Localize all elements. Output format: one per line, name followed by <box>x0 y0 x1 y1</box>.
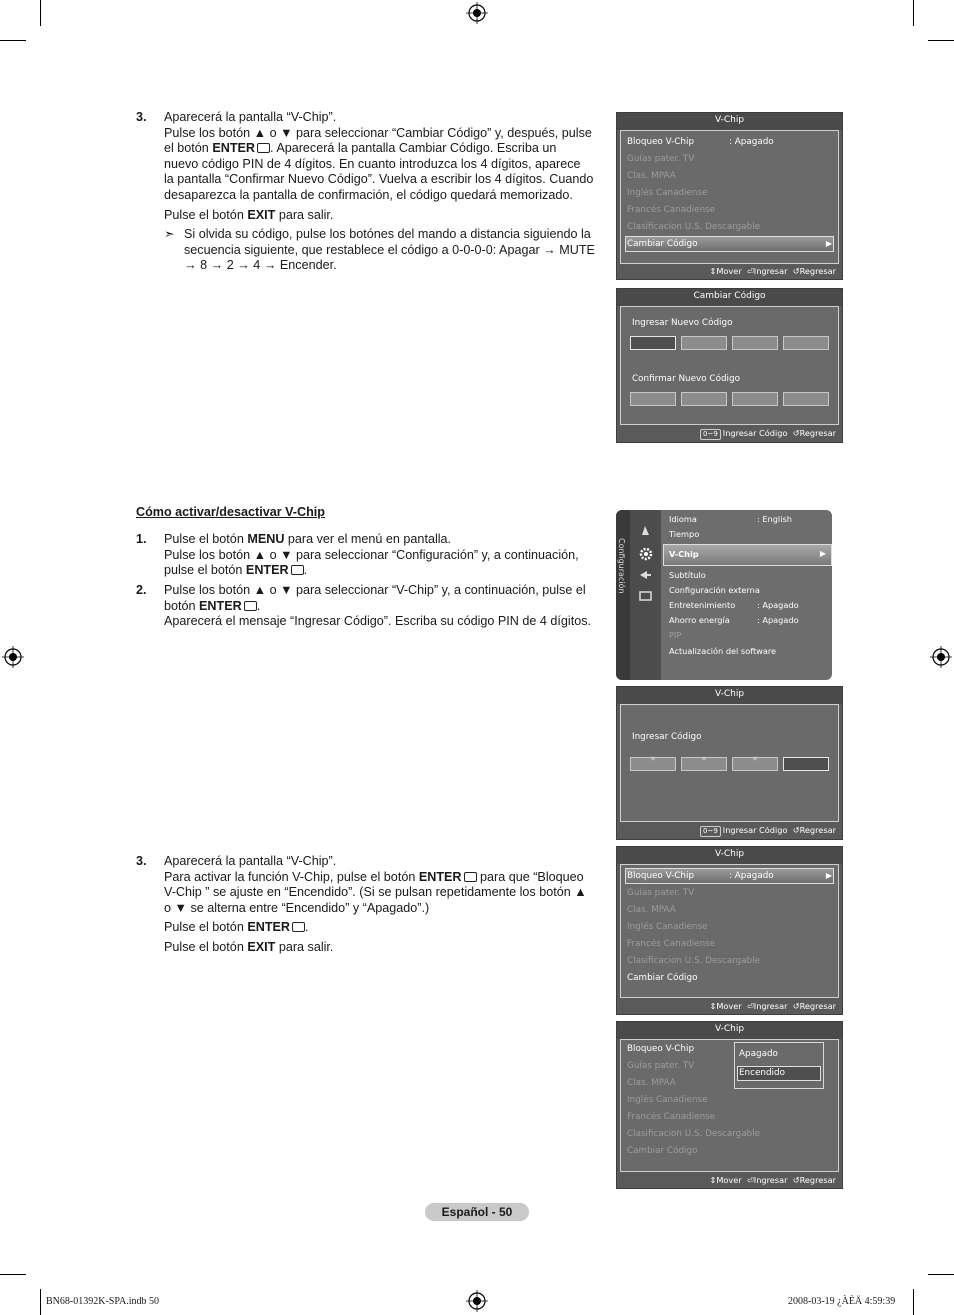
updown-icon: ⇕ <box>709 1001 717 1011</box>
step-number: 2. <box>136 583 147 597</box>
menu-item-tiempo[interactable]: Tiempo <box>669 529 700 539</box>
vchip-screen-1 <box>616 112 843 280</box>
menu-item-cambiar: Cambiar Código <box>627 1146 698 1156</box>
menu-item-entretenimiento[interactable]: Entretenimiento <box>669 600 736 610</box>
menu-item-frances: Francés Canadiense <box>627 939 716 949</box>
code-digit-box[interactable] <box>681 336 727 350</box>
confirm-code-label: Confirmar Nuevo Código <box>632 374 740 384</box>
hint-enter: Ingresar Código <box>722 428 788 438</box>
menu-item-frances: Francés Canadiense <box>627 1112 716 1122</box>
code-digit-box[interactable] <box>630 336 676 350</box>
registration-mark-icon <box>2 646 24 668</box>
crop-mark <box>913 0 914 26</box>
text: Para activar la función V-Chip, pulse el botón <box>164 869 419 884</box>
step-line: Pulse los botón ▲ o ▼ para seleccionar “Cambiar Código” y, después, pulse <box>164 125 592 140</box>
step-line <box>164 141 609 157</box>
exit-key-label: EXIT <box>247 939 276 954</box>
text: para ver el menú en pantalla. <box>284 532 452 546</box>
menu-item-ingles: Inglés Canadiense <box>627 922 708 932</box>
side-label: Configuración <box>617 538 626 594</box>
note-text <box>184 227 609 274</box>
menu-side-strip <box>616 510 630 680</box>
code-digit-box[interactable] <box>783 757 829 771</box>
menu-item-vchip[interactable]: V-Chip <box>669 549 699 559</box>
step3b-text <box>164 854 609 956</box>
step2-text <box>164 583 609 630</box>
screen-title: Cambiar Código <box>617 289 842 306</box>
hint-enter: Ingresar Código <box>722 825 788 835</box>
text: para salir. <box>275 939 334 954</box>
gear-icon[interactable] <box>638 546 654 562</box>
footer-hints <box>700 427 836 440</box>
picture-icon[interactable] <box>639 524 652 537</box>
new-code-label: Ingresar Nuevo Código <box>632 318 733 328</box>
step-line <box>164 599 609 615</box>
return-icon: ↺ <box>792 1175 800 1185</box>
return-icon: ↺ <box>792 428 800 438</box>
menu-item-ingles: Inglés Canadiense <box>627 1095 708 1105</box>
option-apagado[interactable]: Apagado <box>739 1049 778 1059</box>
application-icon[interactable] <box>639 591 652 601</box>
enter-icon: ⏎ <box>746 1175 754 1185</box>
number-keys-icon: 0~9 <box>700 429 721 440</box>
step-line <box>164 563 609 579</box>
step-line: desaparezca la pantalla de confirmación, el código quedará memorizado. <box>164 187 573 202</box>
number-keys-icon: 0~9 <box>700 826 721 837</box>
hint-return: Regresar <box>799 1001 836 1011</box>
hint-move: Mover <box>716 1001 742 1011</box>
menu-item-mpaa: Clas. MPAA <box>627 171 676 181</box>
enter-icon: ⏎ <box>746 266 754 276</box>
text: . Aparecerá la pantalla Cambiar Código. Escriba un <box>270 141 557 156</box>
screen-title: V-Chip <box>617 113 842 130</box>
menu-panel <box>620 864 839 998</box>
text: el botón <box>164 141 213 156</box>
hint-return: Regresar <box>799 266 836 276</box>
step-line <box>164 940 609 956</box>
step-number: 3. <box>136 854 147 868</box>
menu-item-cambiar[interactable]: Cambiar Código <box>627 239 698 249</box>
enter-key-label: ENTER <box>212 141 256 156</box>
hint-move: Mover <box>716 266 742 276</box>
menu-item-subtitulo[interactable]: Subtítulo <box>669 570 706 580</box>
text: Pulse el botón <box>164 939 248 954</box>
enter-icon <box>291 565 304 575</box>
crop-mark <box>40 0 41 26</box>
step-line: V-Chip ” se ajuste en “Encendido”. (Si se pulsan repetidamente los botón ▲ <box>164 885 587 900</box>
text: pulse el botón <box>164 563 246 578</box>
code-digit-box[interactable] <box>681 757 727 771</box>
text: para salir. <box>275 207 334 222</box>
footer-hints <box>709 1174 836 1186</box>
footer-hints <box>700 824 836 837</box>
crop-mark <box>0 1274 26 1275</box>
crop-mark <box>928 40 954 41</box>
text: Pulse el botón <box>164 207 248 222</box>
enter-key-label: ENTER <box>247 920 291 935</box>
arrow-right-icon: ▶ <box>825 239 832 248</box>
enter-icon <box>292 922 305 932</box>
confirm-digit-box[interactable] <box>732 392 778 406</box>
code-digit-box[interactable] <box>630 757 676 771</box>
menu-key-label: MENU <box>247 532 285 546</box>
code-digit-box[interactable] <box>783 336 829 350</box>
menu-panel <box>620 130 839 264</box>
menu-item-idioma[interactable]: Idioma <box>669 514 697 524</box>
bloqueo-value: : Apagado <box>729 137 774 147</box>
step-line: Aparecerá el mensaje “Ingresar Código”. Escriba su código PIN de 4 dígitos. <box>164 614 592 629</box>
screen-title: V-Chip <box>617 687 842 704</box>
crop-mark <box>913 1289 914 1315</box>
enter-key-label: ENTER <box>199 598 242 613</box>
text: . <box>305 920 309 935</box>
vchip-screen-3 <box>616 1021 843 1189</box>
updown-icon: ⇕ <box>709 266 717 276</box>
step-line: o ▼ se alterna entre “Encendido” y “Apagado”.) <box>164 900 430 915</box>
ahorro-value: : Apagado <box>757 615 799 625</box>
masked-digit: * <box>701 756 707 766</box>
enter-key-label: ENTER <box>245 563 289 578</box>
menu-item-cambiar[interactable]: Cambiar Código <box>627 973 698 983</box>
section-title: Cómo activar/desactivar V-Chip <box>136 505 325 519</box>
menu-item-pip: PIP <box>669 630 682 640</box>
menu-item-frances: Francés Canadiense <box>627 205 716 215</box>
menu-item-actualizacion[interactable]: Actualización del software <box>669 646 777 656</box>
bloqueo-value: : Apagado <box>729 871 774 881</box>
menu-item-mpaa: Clas. MPAA <box>627 1078 676 1088</box>
code-panel <box>620 704 839 822</box>
hint-enter: Ingresar <box>753 266 788 276</box>
step-line <box>164 532 609 548</box>
step3-text <box>164 110 609 223</box>
screen-title: V-Chip <box>617 847 842 864</box>
step-line <box>164 208 609 224</box>
menu-item-guias: Guías pater. TV <box>627 888 695 898</box>
menu-icon-column <box>630 510 661 680</box>
menu-item-ingles: Inglés Canadiense <box>627 188 708 198</box>
file-info: BN68-01392K-SPA.indb 50 <box>46 1296 159 1307</box>
vchip-screen-2 <box>616 846 843 1015</box>
option-popup <box>734 1042 824 1089</box>
exit-key-label: EXIT <box>247 207 276 222</box>
text: para que “Bloqueo <box>476 869 584 884</box>
step-number: 1. <box>136 532 147 546</box>
note-marker: ➣ <box>164 227 175 241</box>
menu-item-bloqueo[interactable]: Bloqueo V-Chip <box>627 871 695 881</box>
arrow-right-icon: ▶ <box>819 549 826 558</box>
idioma-value: : English <box>757 514 792 524</box>
configuration-menu <box>616 510 832 680</box>
registration-mark-icon <box>466 1290 488 1312</box>
enter-icon: ⏎ <box>746 1001 754 1011</box>
crop-mark <box>0 40 26 41</box>
menu-item-ahorro[interactable]: Ahorro energía <box>669 615 730 625</box>
menu-item-clasificacion: Clasificacion U.S. Descargable <box>627 956 761 966</box>
menu-item-guias: Guías pater. TV <box>627 1061 695 1071</box>
menu-panel <box>620 1039 839 1172</box>
confirm-digit-box[interactable] <box>783 392 829 406</box>
menu-item-clasificacion: Clasificacion U.S. Descargable <box>627 1129 761 1139</box>
code-digit-box[interactable] <box>732 336 778 350</box>
hint-enter: Ingresar <box>753 1175 788 1185</box>
entretenimiento-value: : Apagado <box>757 600 799 610</box>
menu-item-guias: Guías pater. TV <box>627 154 695 164</box>
hint-return: Regresar <box>799 428 836 438</box>
code-digit-box[interactable] <box>732 757 778 771</box>
option-encendido[interactable]: Encendido <box>739 1068 785 1078</box>
note-line: → 8 → 2 → 4 → Encender. <box>184 258 337 273</box>
hint-return: Regresar <box>799 1175 836 1185</box>
menu-item-bloqueo[interactable]: Bloqueo V-Chip <box>627 1044 695 1054</box>
footer-hints <box>709 265 836 277</box>
cambiar-codigo-screen <box>616 288 843 443</box>
registration-mark-icon <box>930 646 952 668</box>
screen-title: V-Chip <box>617 1022 842 1039</box>
step-number: 3. <box>136 110 147 124</box>
text: . <box>256 598 261 613</box>
step-line: Pulse los botón ▲ o ▼ para seleccionar “V-Chip” y, a continuación, pulse el <box>164 583 586 597</box>
masked-digit: * <box>650 756 656 766</box>
text: botón <box>164 598 200 613</box>
step-line: la pantalla “Confirmar Nuevo Código”. Vuelva a escribir los 4 dígitos. Cuando <box>164 172 594 187</box>
masked-digit: * <box>752 756 758 766</box>
note-line: secuencia siguiente, que restablece el código a 0-0-0-0: Apagar → MUTE <box>184 242 595 257</box>
updown-icon: ⇕ <box>709 1175 717 1185</box>
step-line: nuevo código PIN de 4 dígitos. En cuanto introduzca los 4 dígitos, aparece <box>164 156 581 171</box>
return-icon: ↺ <box>792 266 800 276</box>
step-line: Aparecerá la pantalla “V-Chip”. <box>164 854 337 868</box>
enter-icon <box>244 601 257 611</box>
step-line <box>164 870 609 886</box>
note-line: Si olvida su código, pulse los botónes del mando a distancia siguiendo la <box>184 227 591 241</box>
print-date: 2008-03-19 ¿ÀÈÄ 4:59:39 <box>788 1296 896 1307</box>
arrow-right-icon: ▶ <box>825 871 832 880</box>
menu-item-config-externa[interactable]: Configuración externa <box>669 585 760 595</box>
menu-item-mpaa: Clas. MPAA <box>627 905 676 915</box>
ingresar-codigo-screen <box>616 686 843 840</box>
crop-mark <box>928 1274 954 1275</box>
return-icon: ↺ <box>792 1001 800 1011</box>
step1-text <box>164 532 609 579</box>
menu-item-bloqueo[interactable]: Bloqueo V-Chip <box>627 137 695 147</box>
enter-icon <box>464 872 477 882</box>
step-line: Pulse los botón ▲ o ▼ para seleccionar “Configuración” y, a continuación, <box>164 547 579 562</box>
registration-mark-icon <box>466 2 488 24</box>
hint-enter: Ingresar <box>753 1001 788 1011</box>
hint-move: Mover <box>716 1175 742 1185</box>
confirm-digit-box[interactable] <box>681 392 727 406</box>
confirm-digit-box[interactable] <box>630 392 676 406</box>
code-panel <box>620 306 839 425</box>
enter-icon <box>257 143 270 153</box>
text: Pulse el botón <box>164 920 248 935</box>
enter-key-label: ENTER <box>418 869 462 884</box>
footer-hints <box>709 1000 836 1012</box>
page-number: Español - 50 <box>425 1203 529 1221</box>
step-line <box>164 920 609 936</box>
step-line: Aparecerá la pantalla “V-Chip”. <box>164 110 337 124</box>
return-icon: ↺ <box>792 825 800 835</box>
text: . <box>303 563 308 578</box>
menu-item-clasificacion: Clasificacion U.S. Descargable <box>627 222 761 232</box>
text: Pulse el botón <box>164 532 248 546</box>
crop-mark <box>40 1289 41 1315</box>
input-icon[interactable] <box>639 570 652 580</box>
enter-code-label: Ingresar Código <box>632 732 702 742</box>
hint-return: Regresar <box>799 825 836 835</box>
